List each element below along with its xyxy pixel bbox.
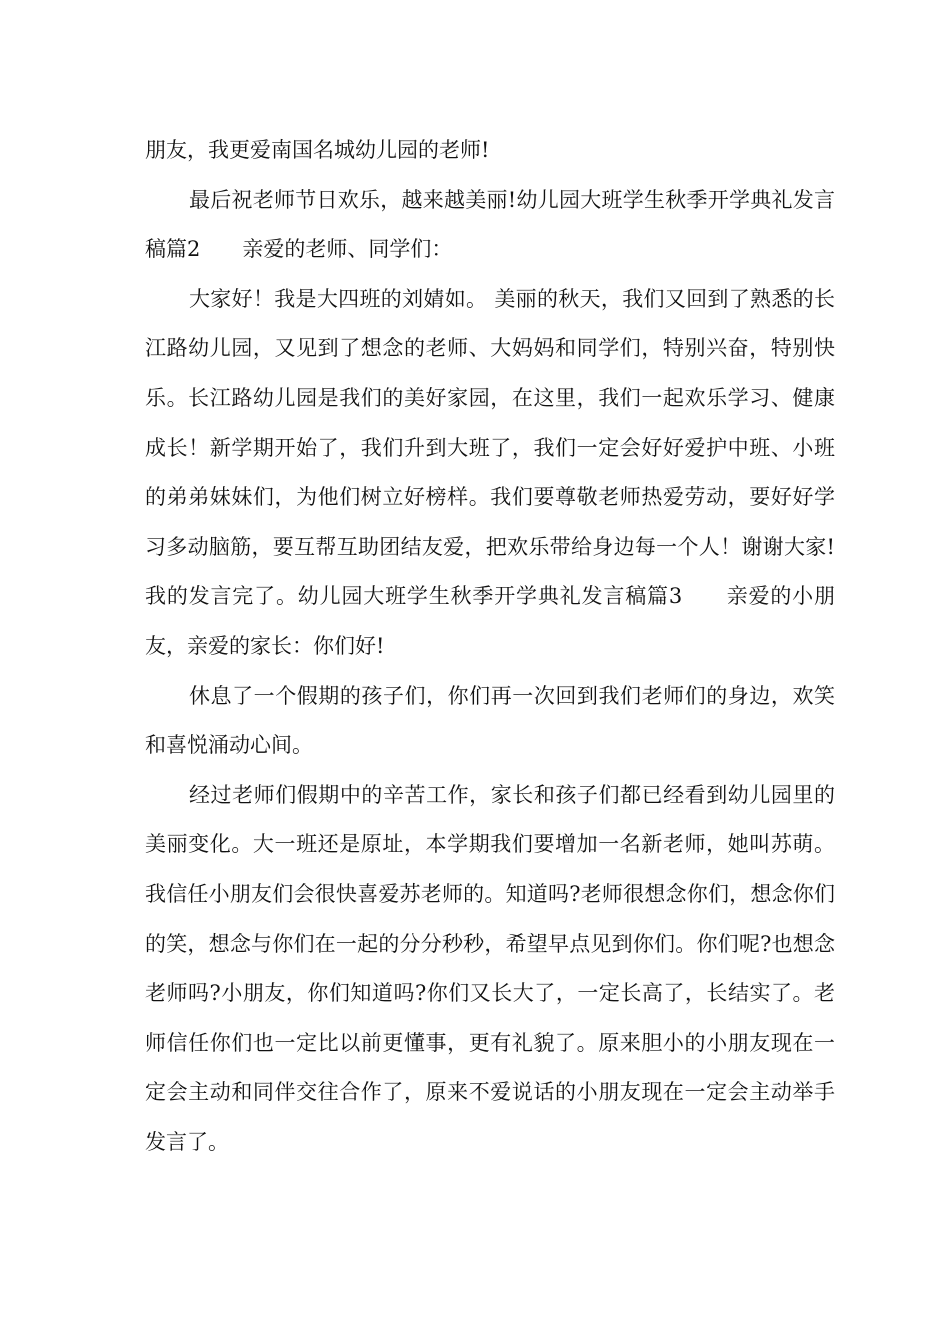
paragraph-3: 大家好！我是大四班的刘婧如。 美丽的秋天，我们又回到了熟悉的长江路幼儿园，又见到了想念的老师、大妈妈和同学们，特别兴奋，特别快乐。长江路幼儿园是我们的美好家园，在这里，我们一起欢乐学习、健康成长！新学期开始了，我们升到大班了，我们一定会好好爱护中班、小班的弟弟妹妹们，为他们树立好榜样。我们要尊敬老师热爱劳动，要好好学习多动脑筋，要互帮互助团结友爱，把欢乐带给身边每一个人！谢谢大家!我的发言完了。幼儿园大班学生秋季开学典礼发言稿篇3 亲爱的小朋友，亲爱的家长：你们好! [145,286,835,658]
document-body [145,126,835,1167]
paragraph-1: 朋友，我更爱南国名城幼儿园的老师! [145,138,490,162]
paragraph-4: 休息了一个假期的孩子们，你们再一次回到我们老师们的身边，欢笑和喜悦涌动心间。 [145,683,835,758]
paragraph-5: 经过老师们假期中的辛苦工作，家长和孩子们都已经看到幼儿园里的美丽变化。大一班还是原址，本学期我们要增加一名新老师，她叫苏萌。我信任小朋友们会很快喜爱苏老师的。知道吗?老师很想念你们，想念你们的笑，想念与你们在一起的分分秒秒，希望早点见到你们。你们呢?也想念老师吗?小朋友，你们知道吗?你们又长大了，一定长高了，长结实了。老师信任你们也一定比以前更懂事，更有礼貌了。原来胆小的小朋友现在一定会主动和同伴交往合作了，原来不爱说话的小朋友现在一定会主动举手发言了。 [145,782,835,1154]
paragraph-2: 最后祝老师节日欢乐，越来越美丽!幼儿园大班学生秋季开学典礼发言稿篇2 亲爱的老师、同学们： [145,187,835,262]
